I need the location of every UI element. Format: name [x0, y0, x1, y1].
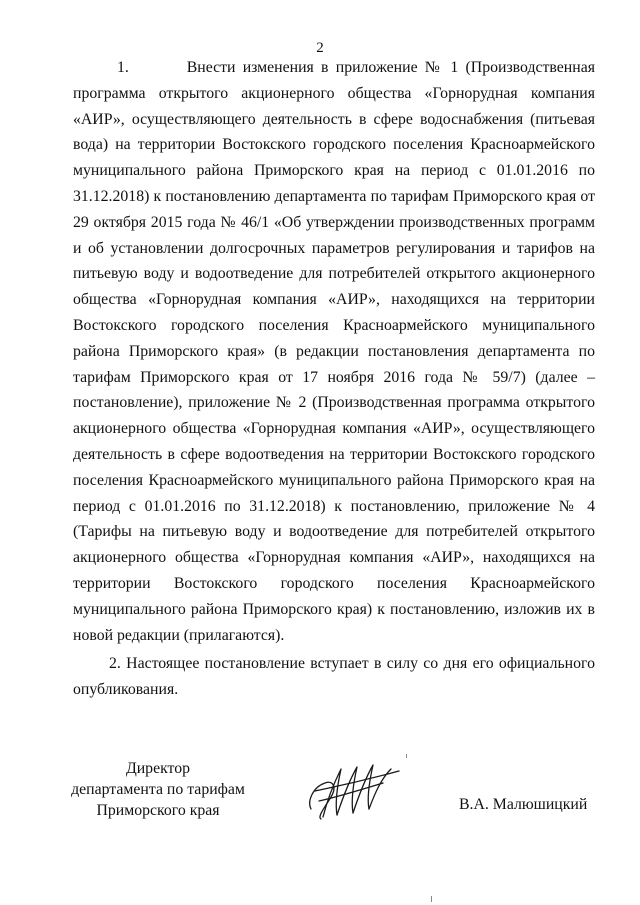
paragraph-1: 1. Внести изменения в приложение № 1 (Производственная программа открытого акционерного общества «Горнорудная компания «АИР», осуществляющего деятельность в сфере водоснабжения (питьевая вода) на территории Востокского городского поселения Красноармейского муниципального района Приморского края на период с 01.01.2016 по 31.12.2018) к постановлению департамента по тарифам Приморского края от 29 октября 2015 года № 46/1 «Об утверждении производственных программ и об установлении долгосрочных параметров регулирования и тарифов на питьевую воду и водоотведение для потребителей открытого акционерного общества «Горнорудная компания «АИР», находящихся на территории Востокского городского поселения Красноармейского муниципального района Приморского края» (в редакции постановления департамента по тарифам Приморского края от 17 ноября 2016 года № 59/7) (далее – постановление), приложение № 2 (Производственная программа открытого акционерного общества «Горнорудная компания «АИР», осуществляющего деятельность в сфере водоотведения на территории Востокского городского поселения Красноармейского муниципального района Приморского края на период с 01.01.2016 по 31.12.2018) к постановлению, приложение № 4 (Тарифы на питьевую воду и водоотведение для потребителей открытого акционерного общества «Горнорудная компания «АИР», находящихся на территории Востокского городского поселения Красноармейского муниципального района Приморского края) к постановлению, изложив их в новой редакции (прилагаются).	[73, 59, 595, 644]
signatory-title-line-2: департамента по тарифам	[71, 781, 245, 798]
page-number: 2	[316, 40, 324, 56]
scan-mark	[406, 754, 407, 758]
paragraph-2: 2. Настоящее постановление вступает в силу со дня его официального опубликования.	[73, 655, 595, 698]
signatory-title-line-3: Приморского края	[96, 802, 220, 819]
scan-mark	[431, 896, 432, 902]
signatory-name: В.А. Малюшицкий	[459, 796, 588, 813]
handwritten-signature	[303, 757, 413, 827]
signatory-title	[58, 758, 258, 821]
signatory-title-line-1: Директор	[125, 760, 191, 777]
